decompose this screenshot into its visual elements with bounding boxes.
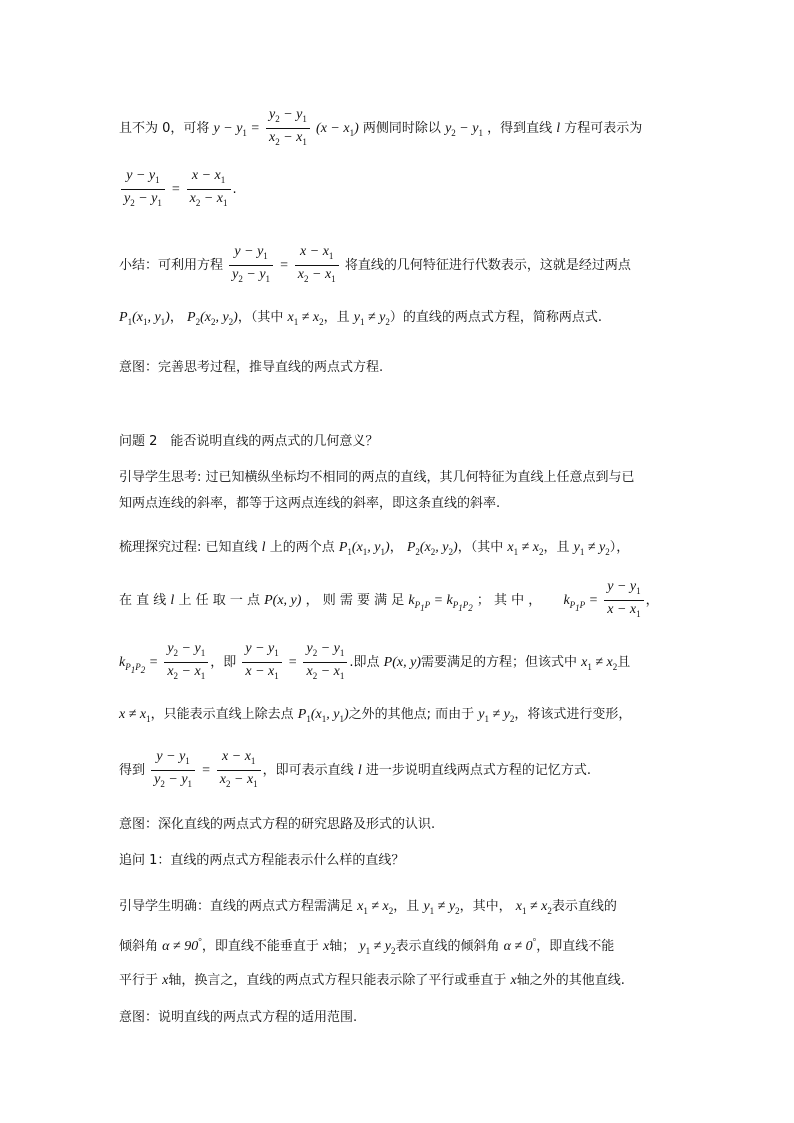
text: ， (169, 310, 183, 325)
text: 上 任 取 一 点 (178, 592, 260, 608)
fraction: $\frac{x - x_1}{x_2 - x_1}$ (295, 243, 339, 288)
formula: $P_2(x_2$, $y_2$) (187, 310, 238, 327)
text: 小结：可利用方程 (119, 257, 224, 273)
fraction: $\frac{x - x_1}{x_2 - x_1}$ (187, 167, 231, 212)
formula: $y_2 - y_1$ (445, 120, 483, 138)
fraction: $\frac{y - y_1}{x - x_1}$ (242, 640, 281, 685)
text: 表示直线的倾斜角 (395, 939, 500, 954)
formula: P(x, y) (264, 592, 302, 608)
text: ，即 (210, 654, 237, 670)
paragraph-line: 引导学生思考: 过已知横纵坐标均不相同的两点的直线，其几何特征为直线上任意点到与已 (119, 470, 635, 485)
formula: P(x, y) (383, 654, 421, 670)
text: ，即可表示直线 (262, 762, 354, 778)
fraction: $\frac{y_2 - y_1}{x_2 - x_1}$ (303, 640, 347, 685)
text: 轴，换言之，直线的两点式方程只能表示除了平行或垂直于 (168, 973, 507, 988)
formula: $y_1 \ne y_2$ (478, 707, 515, 724)
text: ，其中， (459, 899, 512, 914)
fraction: $\frac{y - y_1}{x - x_1}$ (604, 578, 643, 623)
paragraph-line: 小结：可利用方程 $\frac{y - y_1}{y_2 - y_1}$ = $\frac{x - x_1}{x_2 - x_1}$ 将直线的几何特征进行代数表示，这就是经过两点 (119, 243, 631, 288)
formula: $y - y_1$ = (213, 120, 260, 138)
text: 轴之外的其他直线. (516, 973, 625, 988)
formula: $x_1 \ne x_2$ (515, 899, 552, 916)
formula: $P_1(x_1$, $y_1$) (119, 310, 170, 327)
paragraph-line: $k_{P_1P_2}$ = $\frac{y_2 - y_1}{x_2 - x_1}$ ，即 $\frac{y - y_1}{x - x_1}$ = $\frac{y_2 - y_1}{x_2 - x_1}$ .即点 P(x, y)需要满足的方程；但该式中 $x_1 \ne x_2$且 (119, 640, 630, 685)
paragraph-line (119, 106, 642, 151)
text: ）的直线的两点式方程，简称两点式. (389, 310, 603, 325)
text: ，且 (543, 540, 570, 555)
follow-up-question: 追问 1：直线的两点式方程能表示什么样的直线？ (119, 853, 405, 868)
question-heading: 问题 2 能否说明直线的两点式的几何意义？ (119, 434, 379, 449)
text: 引导学生明确：直线的两点式方程需满足 (119, 899, 354, 914)
text: 轴； (329, 939, 356, 954)
formula: $P_1(x_1$, $y_1$) (338, 540, 390, 557)
formula: $y_1 \ne y_2$ (423, 899, 460, 916)
paragraph-line: 倾斜角 α ≠ 90°，即直线不能垂直于 x轴； $y_1 \ne y_2$表示直线的倾斜角 α ≠ 0°，即直线不能 (119, 936, 615, 956)
fraction: $\frac{y_2 - y_1}{x_2 - x_1}$ (266, 106, 310, 151)
paragraph-line (119, 895, 617, 916)
paragraph-line (119, 703, 631, 724)
fraction: $\frac{y - y_1}{y_2 - y_1}$ (151, 748, 195, 793)
formula: $y_1 \ne y_2$ (573, 540, 610, 557)
paragraph-line: 平行于 x轴，换言之，直线的两点式方程只能表示除了平行或垂直于 x轴之外的其他直线. (119, 973, 625, 988)
text: 进一步说明直线两点式方程的记忆方式. (365, 762, 591, 778)
text: ，且 (393, 899, 420, 914)
fraction: $\frac{y_2 - y_1}{x_2 - x_1}$ (164, 640, 208, 685)
intent-line: 意图：完善思考过程，推导直线的两点式方程. (119, 360, 384, 375)
formula: α ≠ 0° (503, 936, 537, 954)
formula: $y_1 \ne y_2$ (359, 939, 396, 956)
text: 平行于 (119, 973, 159, 988)
formula: $y_1 \ne y_2$ (353, 310, 390, 327)
formula: $x_1 \ne x_2$ (287, 310, 324, 327)
text: ， (389, 540, 403, 555)
equation-line: $\frac{y - y_1}{y_2 - y_1}$ = $\frac{x - x_1}{x_2 - x_1}$ . (119, 167, 237, 212)
formula: α ≠ 90° (162, 936, 202, 954)
text: ； 其 中 ， (476, 592, 542, 608)
text: 倾斜角 (119, 939, 159, 954)
paragraph-line: 得到 $\frac{y - y_1}{y_2 - y_1}$ = $\frac{x - x_1}{x_2 - x_1}$ ，即可表示直线 l 进一步说明直线两点式方程的记忆方式. (119, 748, 591, 793)
text: 需要满足的方程；但该式中 (420, 654, 577, 670)
text: 在 直 线 (119, 592, 167, 608)
text: 得到 (119, 762, 146, 778)
text: ，（其中 (457, 540, 504, 555)
text: 将直线的几何特征进行代数表示，这就是经过两点 (344, 257, 631, 273)
paragraph-line: 知两点连线的斜率，都等于这两点连线的斜率，即这条直线的斜率. (119, 496, 501, 511)
paragraph-line (119, 306, 602, 327)
formula: $P_1(x_1$, $y_1$) (297, 707, 349, 724)
text: ，得到直线 (487, 120, 553, 136)
text: ，即直线不能 (536, 939, 615, 954)
text: ）， (609, 540, 630, 555)
fraction: $\frac{x - x_1}{x_2 - x_1}$ (217, 748, 261, 793)
text: ，即直线不能垂直于 (201, 939, 319, 954)
formula: $x_1 \ne x_2$ (357, 899, 394, 916)
text: 方程可表示为 (564, 120, 643, 136)
text: 两侧同时除以 (362, 120, 441, 136)
text: .即点 (349, 654, 380, 670)
formula: $P_2(x_2$, $y_2$) (406, 540, 458, 557)
text: ， (645, 592, 659, 608)
formula: $k_{P_1P_2}$ = (119, 654, 159, 675)
formula: l (556, 120, 561, 136)
text: ，且 (323, 310, 350, 325)
fraction: $\frac{y - y_1}{y_2 - y_1}$ (229, 243, 273, 288)
text: ，（其中 (237, 310, 284, 325)
fraction: $\frac{y - y_1}{y_2 - y_1}$ (121, 167, 165, 212)
text: ，将该式进行变形， (514, 707, 632, 722)
text: 上的两个点 (269, 540, 335, 555)
intent-line: 意图：深化直线的两点式方程的研究思路及形式的认识. (119, 817, 436, 832)
formula: $x_1 \ne x_2$ (507, 540, 544, 557)
text: 之外的其他点; 而由于 (348, 707, 475, 722)
paragraph-line: 梳理探究过程: 已知直线 l 上的两个点 $P_1(x_1$, $y_1$)， $P_2(x_2$, $y_2$)，（其中 $x_1 \ne x_2$，且 $y_1 \ne y_2$）， (119, 540, 630, 557)
formula: $k_{P_1P}$ = (563, 592, 599, 613)
text: ，只能表示直线上除去点 (150, 707, 294, 722)
paragraph-line: 在 直 线 l 上 任 取 一 点 P(x, y) ， 则 需 要 满 足 $k_{P_1P} = k_{P_1P_2}$ ； 其 中 ， $k_{P_1P}$ = $\frac{y - y_1}{x - x_1}$ ， (119, 578, 659, 623)
text: ， 则 需 要 满 足 (305, 592, 405, 608)
formula: $x_1 \ne x_2$ (581, 654, 618, 672)
intent-line: 意图：说明直线的两点式方程的适用范围. (119, 1010, 358, 1025)
formula: $x \ne x_1$ (119, 707, 151, 724)
text: 梳理探究过程: 已知直线 (119, 540, 258, 555)
formula: $(x - x_1)$ (316, 120, 359, 138)
text: 且不为 0，可将 (119, 120, 210, 136)
text: 且 (617, 654, 631, 670)
text: 表示直线的 (551, 899, 617, 914)
formula: $k_{P_1P} = k_{P_1P_2}$ (408, 592, 473, 613)
